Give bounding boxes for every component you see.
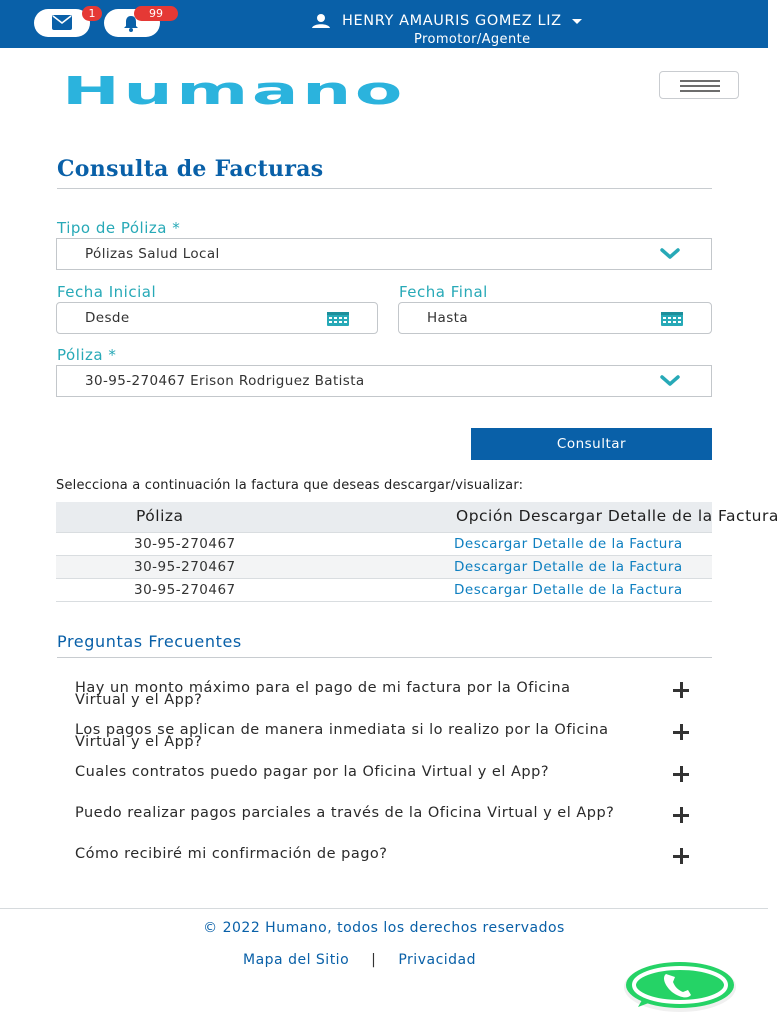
divider — [57, 188, 712, 189]
fecha-inicial-input[interactable] — [56, 302, 378, 334]
calendar-icon[interactable] — [661, 312, 683, 326]
plus-icon[interactable] — [673, 807, 689, 823]
table-row — [56, 578, 712, 601]
faq-item[interactable] — [75, 848, 695, 860]
faq-question: Los pagos se aplican de manera inmediata si lo realizo por la Oficina Virtual y el App? — [75, 722, 609, 750]
logo-mark — [62, 69, 408, 113]
tipo-poliza-value: Pólizas Salud Local — [85, 246, 220, 262]
menu-button[interactable] — [659, 71, 739, 99]
page-title: Consulta de Facturas — [57, 156, 324, 182]
envelope-icon — [52, 15, 72, 30]
poliza-value: 30-95-270467 Erison Rodriguez Batista — [85, 373, 365, 389]
fecha-inicial-placeholder: Desde — [85, 310, 130, 326]
humano-logo[interactable] — [62, 70, 408, 114]
calendar-icon[interactable] — [327, 312, 349, 326]
plus-icon[interactable] — [673, 724, 689, 740]
menu-line — [680, 80, 720, 82]
fecha-final-input[interactable] — [398, 302, 712, 334]
tipo-poliza-select[interactable] — [56, 238, 712, 270]
column-header-poliza: Póliza — [136, 507, 184, 525]
messages-button[interactable] — [34, 7, 96, 37]
table-header — [56, 502, 779, 532]
chevron-down-icon — [659, 374, 681, 388]
copyright-text: © 2022 Humano, todos los derechos reservados — [203, 920, 565, 936]
faq-item[interactable] — [75, 807, 695, 819]
menu-line — [680, 90, 720, 92]
whatsapp-button[interactable] — [618, 957, 742, 1023]
faq-item[interactable] — [75, 766, 695, 778]
column-header-download: Opción Descargar Detalle de la Factura — [456, 507, 779, 525]
messages-badge: 1 — [82, 6, 102, 21]
table-row — [56, 555, 712, 578]
row-poliza: 30-95-270467 — [134, 559, 236, 575]
faq-question: Cómo recibiré mi confirmación de pago? — [75, 846, 388, 862]
plus-icon[interactable] — [673, 682, 689, 698]
download-invoice-link[interactable]: Descargar Detalle de la Factura — [454, 582, 683, 598]
footer-divider — [0, 908, 768, 909]
faq-question: Puedo realizar pagos parciales a través de la Oficina Virtual y el App? — [75, 805, 615, 821]
faq-question: Hay un monto máximo para el pago de mi factura por la Oficina Virtual y el App? — [75, 680, 571, 708]
poliza-label: Póliza * — [57, 346, 117, 364]
row-poliza: 30-95-270467 — [134, 536, 236, 552]
download-invoice-link[interactable]: Descargar Detalle de la Factura — [454, 536, 683, 552]
divider — [57, 657, 712, 658]
fecha-final-placeholder: Hasta — [427, 310, 469, 326]
privacy-link[interactable]: Privacidad — [398, 952, 477, 968]
tipo-poliza-label: Tipo de Póliza * — [57, 219, 181, 237]
logo-text: Humano — [62, 69, 406, 113]
invoice-table[interactable] — [56, 502, 779, 602]
fecha-final-label: Fecha Final — [399, 283, 488, 301]
user-role: Promotor/Agente — [414, 32, 531, 47]
results-instruction: Selecciona a continuación la factura que deseas descargar/visualizar: — [56, 478, 524, 493]
faq-title: Preguntas Frecuentes — [57, 632, 242, 651]
footer-separator: | — [371, 952, 377, 968]
footer-links — [243, 952, 476, 968]
notifications-button[interactable] — [104, 7, 163, 37]
user-menu[interactable] — [310, 13, 582, 29]
row-poliza: 30-95-270467 — [134, 582, 236, 598]
user-icon — [310, 14, 332, 28]
chevron-down-icon — [572, 19, 582, 24]
table-row — [56, 532, 712, 555]
notifications-badge: 99 — [134, 6, 178, 21]
whatsapp-icon — [618, 957, 742, 1019]
plus-icon[interactable] — [673, 848, 689, 864]
top-bar — [0, 0, 768, 48]
chevron-down-icon — [659, 247, 681, 261]
faq-question: Cuales contratos puedo pagar por la Oficina Virtual y el App? — [75, 764, 550, 780]
plus-icon[interactable] — [673, 766, 689, 782]
table-bottom-border — [56, 601, 712, 602]
user-name: HENRY AMAURIS GOMEZ LIZ — [342, 13, 562, 29]
fecha-inicial-label: Fecha Inicial — [57, 283, 157, 301]
faq-item[interactable] — [75, 682, 695, 706]
consultar-button[interactable]: Consultar — [471, 428, 712, 460]
sitemap-link[interactable]: Mapa del Sitio — [243, 952, 350, 968]
poliza-select[interactable] — [56, 365, 712, 397]
faq-item[interactable] — [75, 724, 695, 748]
menu-line — [680, 85, 720, 87]
download-invoice-link[interactable]: Descargar Detalle de la Factura — [454, 559, 683, 575]
